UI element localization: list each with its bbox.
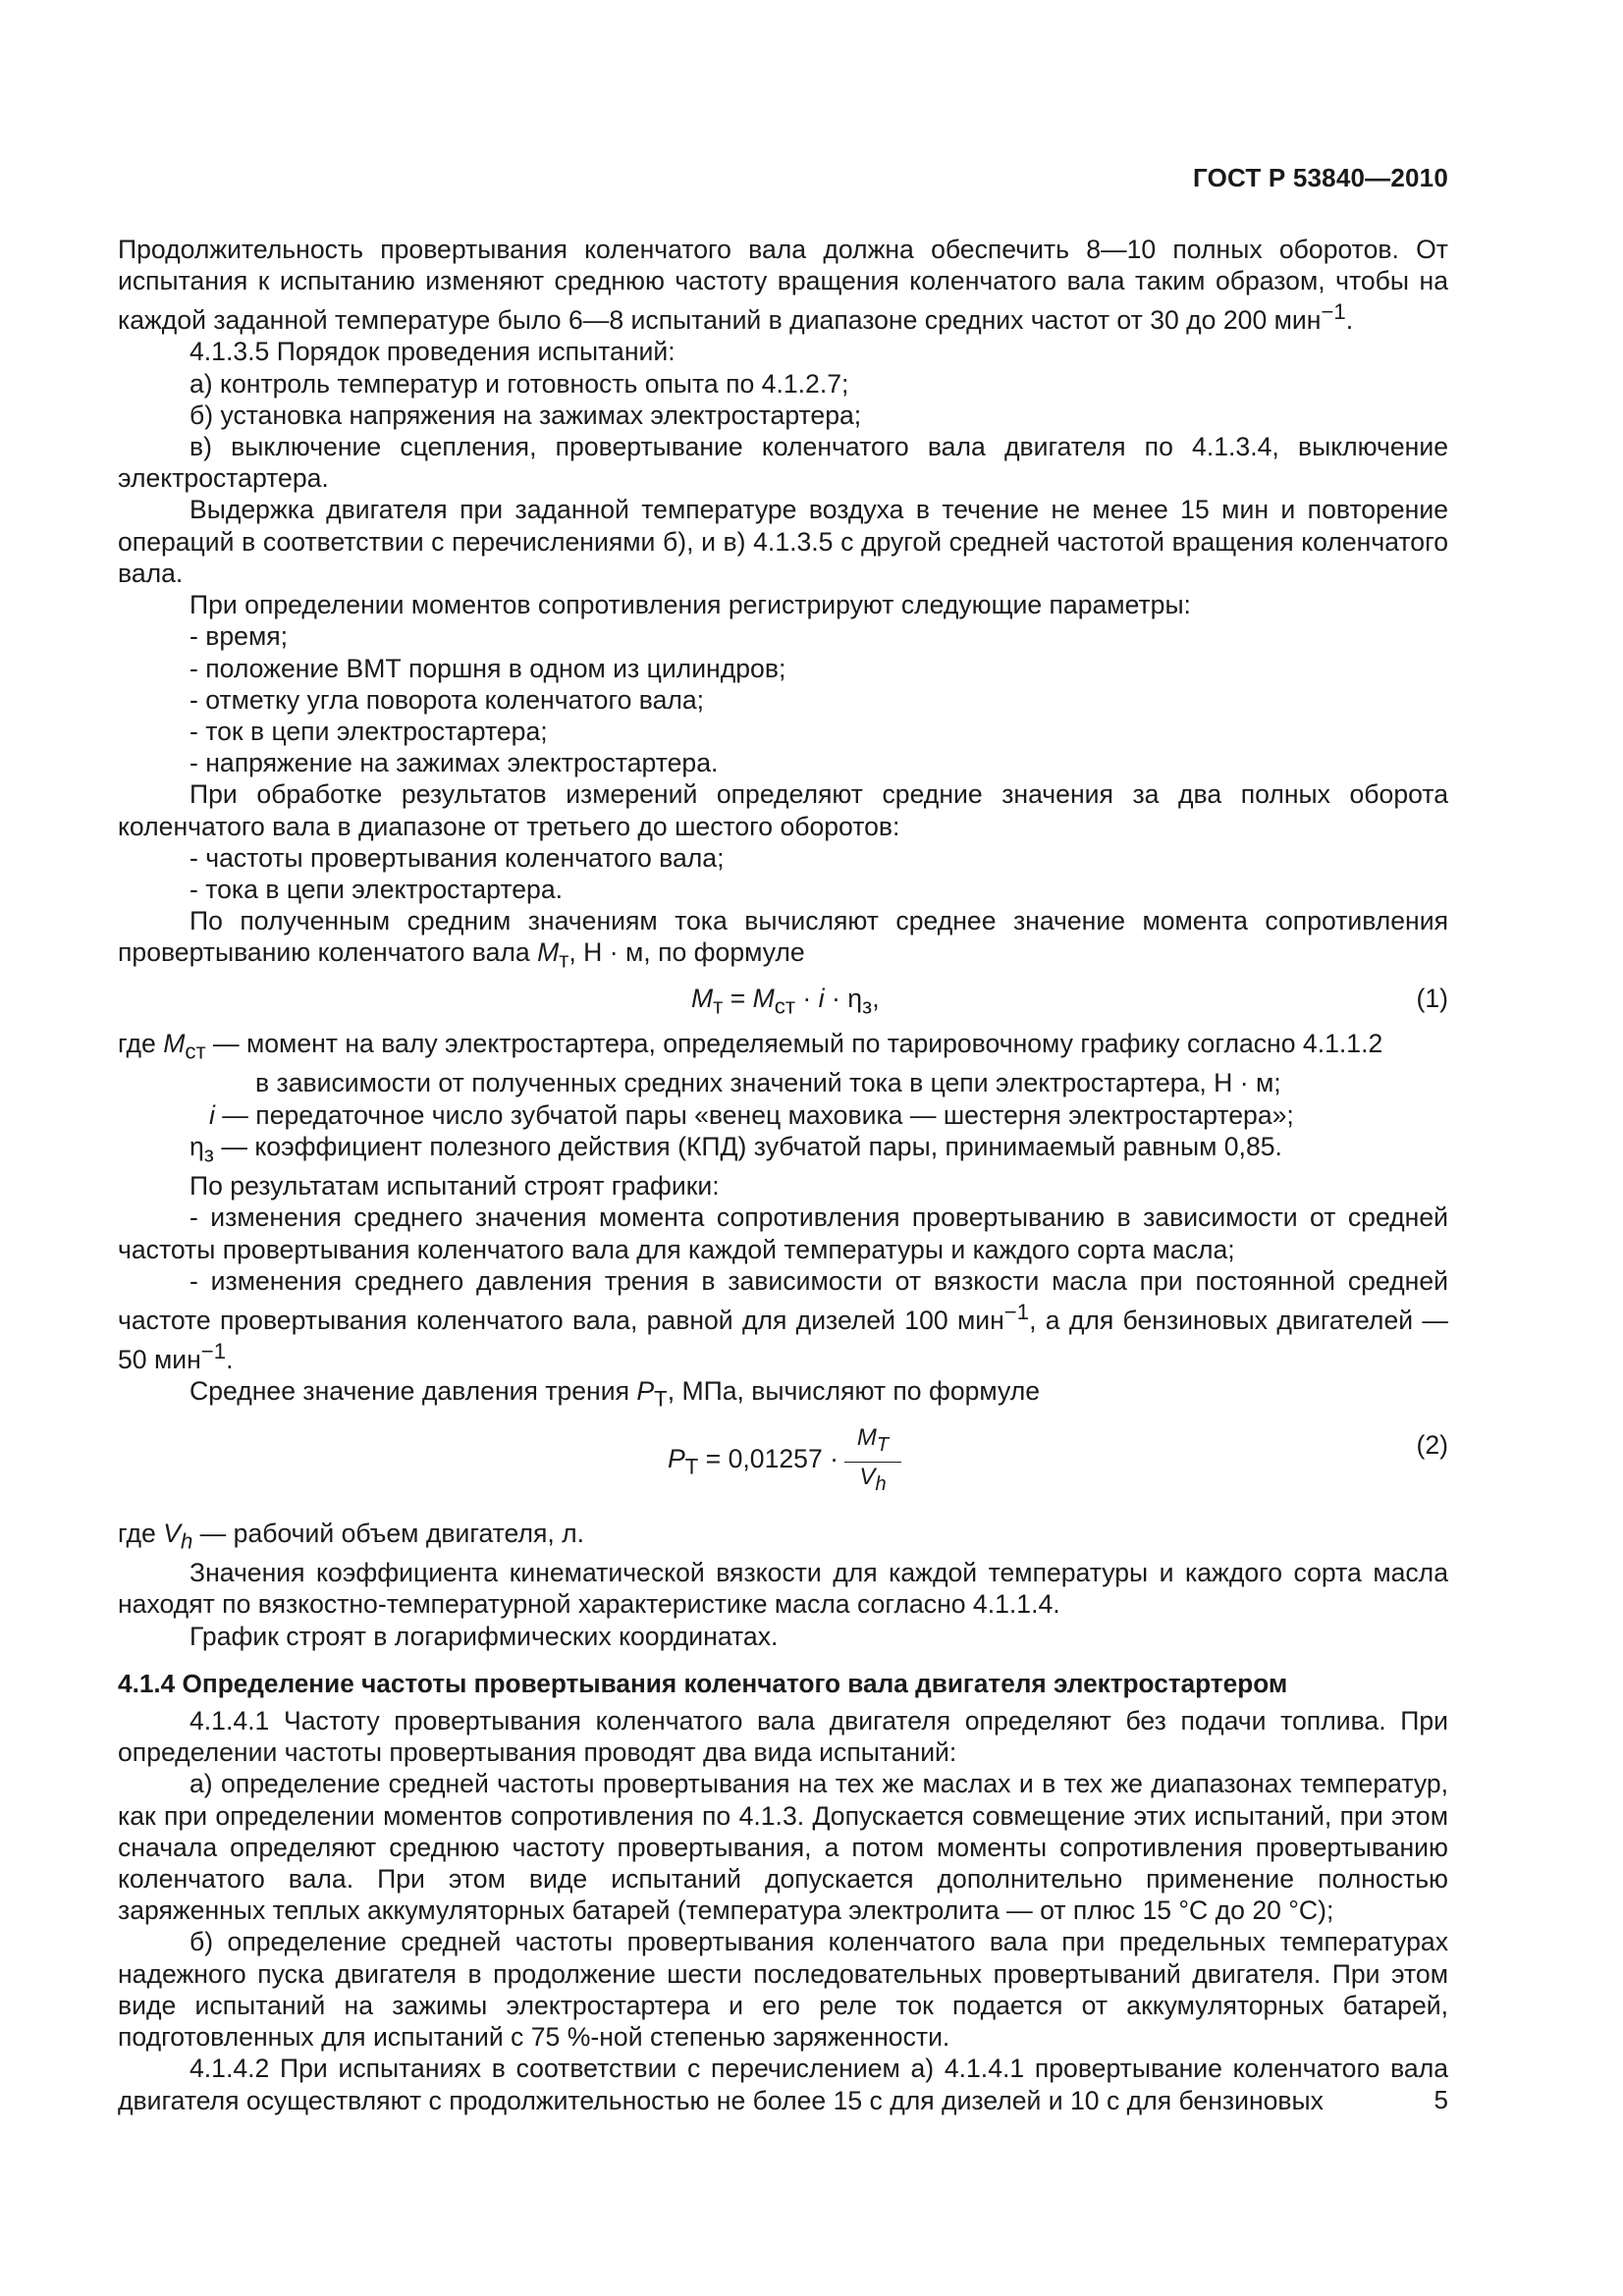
paragraph-hold: Выдержка двигателя при заданной температуре воздуха в течение не менее 15 мин и повторение операций в соответствии с перечислениями б), и в) 4.1.3.5 с другой средней частотой вращения коленчатого вала. xyxy=(118,495,1448,588)
formula-2-fraction xyxy=(844,1423,901,1499)
document-body xyxy=(118,234,1448,2116)
formula-2-number: (2) xyxy=(1416,1429,1448,1460)
where-mst: где $M_{ст}$ — момент на валу электростартера, определяемый по тарировочному графику согласно 4.1.1.2 xyxy=(118,1028,1383,1064)
where-i: i — передаточное число зубчатой пары «венец маховика — шестерня электростартера»; xyxy=(209,1099,1294,1130)
fraction-numerator: $M_T$ xyxy=(844,1423,901,1463)
paragraph-graphs: По результатам испытаний строят графики: xyxy=(189,1171,720,1201)
clause-4-1-4-2: 4.1.4.2 При испытаниях в соответствии с перечислением а) 4.1.4.1 провертывание коленчатого вала двигателя осуществляют с продолжительностью не более 15 с для дизелей и 10 с для бензиновых xyxy=(118,2054,1448,2115)
list-item: - положение ВМТ поршня в одном из цилиндров; xyxy=(189,653,786,683)
paragraph-mean-pressure: Среднее значение давления трения $P_T$, МПа, вычисляют по формуле xyxy=(189,1376,1041,1412)
paragraph-log-coords: График строят в логарифмических координатах. xyxy=(189,1621,779,1651)
paragraph-register: При определении моментов сопротивления регистрируют следующие параметры: xyxy=(189,590,1191,620)
list-item: - отметку угла поворота коленчатого вала; xyxy=(189,684,705,715)
step-c: в) выключение сцепления, провертывание коленчатого вала двигателя по 4.1.3.4, выключение электростартера. xyxy=(118,432,1448,494)
where-eta: $\eta_з$ — коэффициент полезного действия (КПД) зубчатой пары, принимаемый равным 0,85. xyxy=(189,1131,1282,1167)
list-item: - ток в цепи электростартера; xyxy=(189,716,548,746)
clause-4-1-3-5: 4.1.3.5 Порядок проведения испытаний: xyxy=(189,337,676,367)
formula-2 xyxy=(118,1423,1448,1500)
page-number: 5 xyxy=(1434,2085,1448,2114)
clause-4-1-4-1: 4.1.4.1 Частоту провертывания коленчатого вала двигателя определяют без подачи топлива. При определении частоты провертывания проводят два вида испытаний: xyxy=(118,1706,1448,1768)
list-item: - изменения среднего давления трения в зависимости от вязкости масла при постоянной средней частоте провертывания коленчатого вала, равной для дизелей 100 мин$^{-1}$, а для бензиновых двигателей — 50 мин$^{-1}$. xyxy=(118,1265,1448,1375)
paragraph-viscosity: Значения коэффициента кинематической вязкости для каждой температуры и каждого сорта масла находят по вязкостно-температурной характеристике масла согласно 4.1.1.4. xyxy=(118,1558,1448,1620)
step-a: а) контроль температур и готовность опыта по 4.1.2.7; xyxy=(189,368,849,399)
list-item: - изменения среднего значения момента сопротивления провертыванию в зависимости от средней частоты провертывания коленчатого вала для каждой температуры и каждого сорта масла; xyxy=(118,1202,1448,1264)
formula-1-expression: $M_т = M_{ст} \cdot i \cdot \eta_з$, xyxy=(691,983,880,1019)
fraction-denominator: $V_h$ xyxy=(859,1463,887,1495)
paragraph-processing: При обработке результатов измерений определяют средние значения за два полных оборота коленчатого вала в диапазоне от третьего до шестого оборотов: xyxy=(118,779,1448,841)
formula-2-lhs: $P_T = 0,01257$ · xyxy=(668,1443,839,1479)
list-item: - тока в цепи электростартера. xyxy=(189,874,563,904)
clause-item-b: б) определение средней частоты провертывания коленчатого вала при предельных температурах надежного пуска двигателя в продолжение шести последовательных провертываний двигателя. При этом виде испытаний на зажимы электростартера и его реле ток подается от аккумуляторных батарей, подготовленных для испытаний с 75 %-ной степенью заряженности. xyxy=(118,1927,1448,2053)
list-item: - время; xyxy=(189,621,289,652)
formula-1-number: (1) xyxy=(1416,983,1448,1013)
paragraph-compute-moment: По полученным средним значениям тока вычисляют среднее значение момента сопротивления провертыванию коленчатого вала $M_т$, Н · м, по формуле xyxy=(118,906,1448,973)
list-item: - частоты провертывания коленчатого вала; xyxy=(189,842,725,873)
section-heading-4-1-4: 4.1.4 Определение частоты провертывания коленчатого вала двигателя электростартером xyxy=(118,1668,1288,1698)
where-mst-continued: в зависимости от полученных средних значений тока в цепи электростартера, Н · м; xyxy=(255,1068,1281,1098)
paragraph-duration: Продолжительность провертывания коленчатого вала должна обеспечить 8—10 полных оборотов. От испытания к испытанию изменяют среднюю частоту вращения коленчатого вала таким образом, чтобы на каждой заданной температуре было 6—8 испытаний в диапазоне средних частот от 30 до 200 мин$^{-1}$. xyxy=(118,235,1448,336)
step-b: б) установка напряжения на зажимах электростартера; xyxy=(189,400,862,430)
where-vh: где $V_h$ — рабочий объем двигателя, л. xyxy=(118,1518,585,1554)
standard-header: ГОСТ Р 53840—2010 xyxy=(1193,163,1448,192)
list-item: - напряжение на зажимах электростартера. xyxy=(189,748,719,778)
clause-item-a: а) определение средней частоты провертывания на тех же маслах и в тех же диапазонах температур, как при определении моментов сопротивления по 4.1.3. Допускается совмещение этих испытаний, при этом сначала определяют среднюю частоту провертывания, а потом моменты сопротивления провертыванию коленчатого вала. При этом виде испытаний допускается дополнительно применение полностью заряженных теплых аккумуляторных батарей (температура электролита — от плюс 15 °C до 20 °C); xyxy=(118,1769,1448,1926)
formula-1 xyxy=(118,981,1448,1020)
